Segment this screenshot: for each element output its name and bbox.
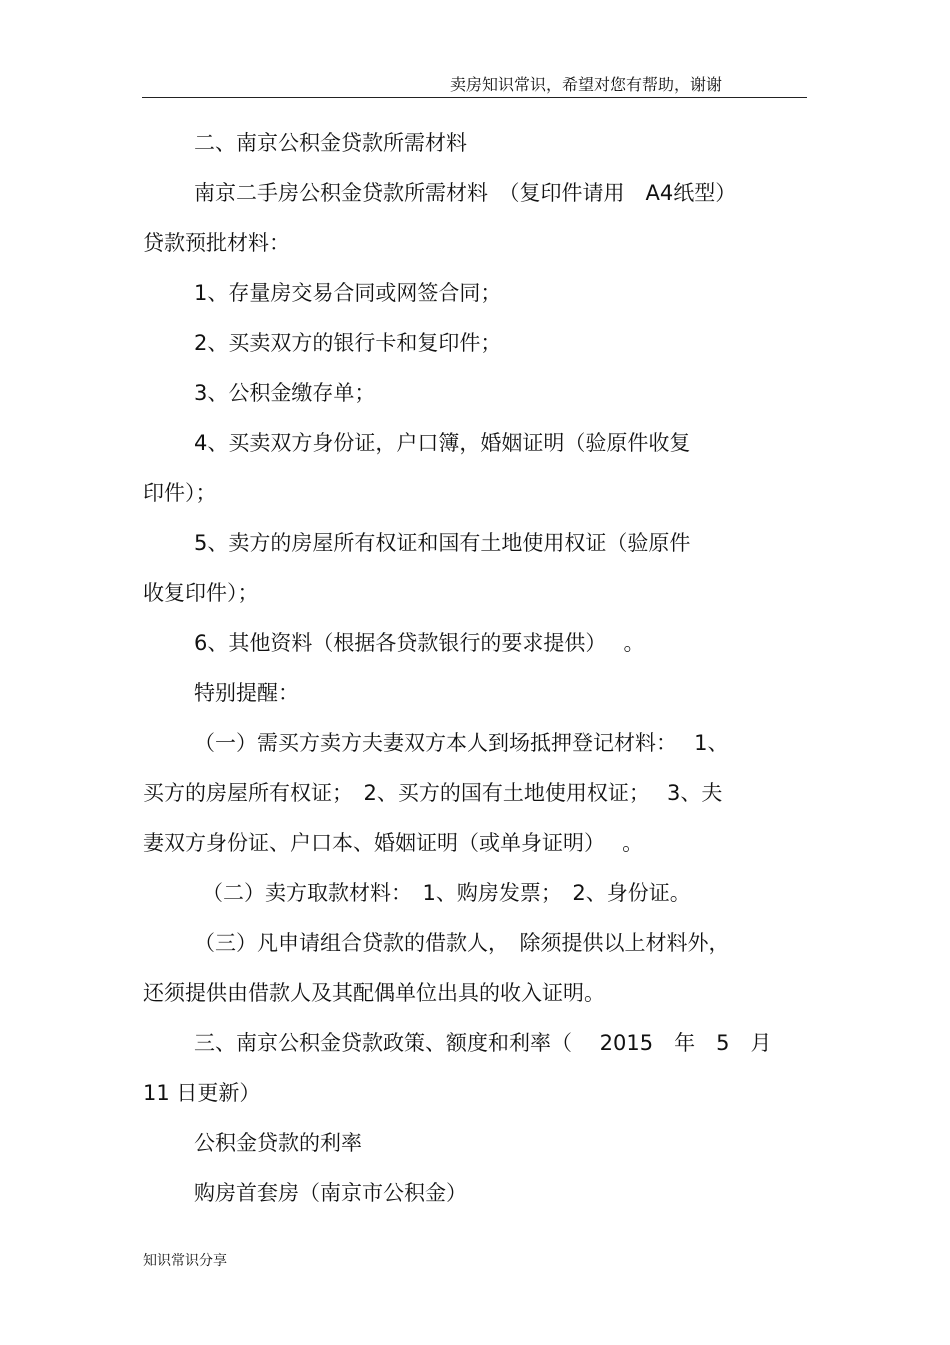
- paragraph-line: 买方的房屋所有权证； 2、买方的国有土地使用权证； 3、夫: [143, 781, 723, 805]
- section-heading-2: 二、南京公积金贷款所需材料: [194, 131, 467, 155]
- list-item: 4、买卖双方身份证，户口簿，婚姻证明（验原件收复: [194, 431, 691, 455]
- list-item: 3、公积金缴存单；: [194, 381, 376, 405]
- paragraph-line: 贷款预批材料：: [143, 231, 290, 255]
- list-item: 5、卖方的房屋所有权证和国有土地使用权证（验原件: [194, 531, 691, 555]
- list-item-continuation: 收复印件）；: [143, 581, 259, 605]
- header-rule: [142, 97, 807, 98]
- paragraph-line: （二）卖方取款材料： 1、购房发票； 2、身份证。: [202, 881, 691, 905]
- paragraph-line: （一）需买方卖方夫妻双方本人到场抵押登记材料： 1、: [194, 731, 729, 755]
- page-footer: 知识常识分享: [143, 1253, 227, 1269]
- paragraph-line: （三）凡申请组合贷款的借款人， 除须提供以上材料外，: [194, 931, 730, 955]
- paragraph-line: 购房首套房（南京市公积金）: [194, 1181, 467, 1205]
- list-item: 2、买卖双方的银行卡和复印件；: [194, 331, 502, 355]
- list-item-continuation: 印件）；: [143, 481, 217, 505]
- paragraph-line: 南京二手房公积金贷款所需材料 （复印件请用 A4纸型）: [194, 181, 737, 205]
- section-heading-3: 三、南京公积金贷款政策、额度和利率（ 2015 年 5 月: [194, 1031, 772, 1055]
- list-item: 1、存量房交易合同或网签合同；: [194, 281, 502, 305]
- paragraph-line: 妻双方身份证、户口本、婚姻证明（或单身证明） 。: [143, 831, 644, 855]
- page-header: 卖房知识常识，希望对您有帮助，谢谢: [450, 75, 723, 94]
- paragraph-line: 11 日更新）: [143, 1081, 261, 1105]
- paragraph-line: 特别提醒：: [194, 681, 299, 705]
- paragraph-line: 公积金贷款的利率: [194, 1131, 362, 1155]
- paragraph-line: 还须提供由借款人及其配偶单位出具的收入证明。: [143, 981, 605, 1005]
- list-item: 6、其他资料（根据各贷款银行的要求提供） 。: [194, 631, 645, 655]
